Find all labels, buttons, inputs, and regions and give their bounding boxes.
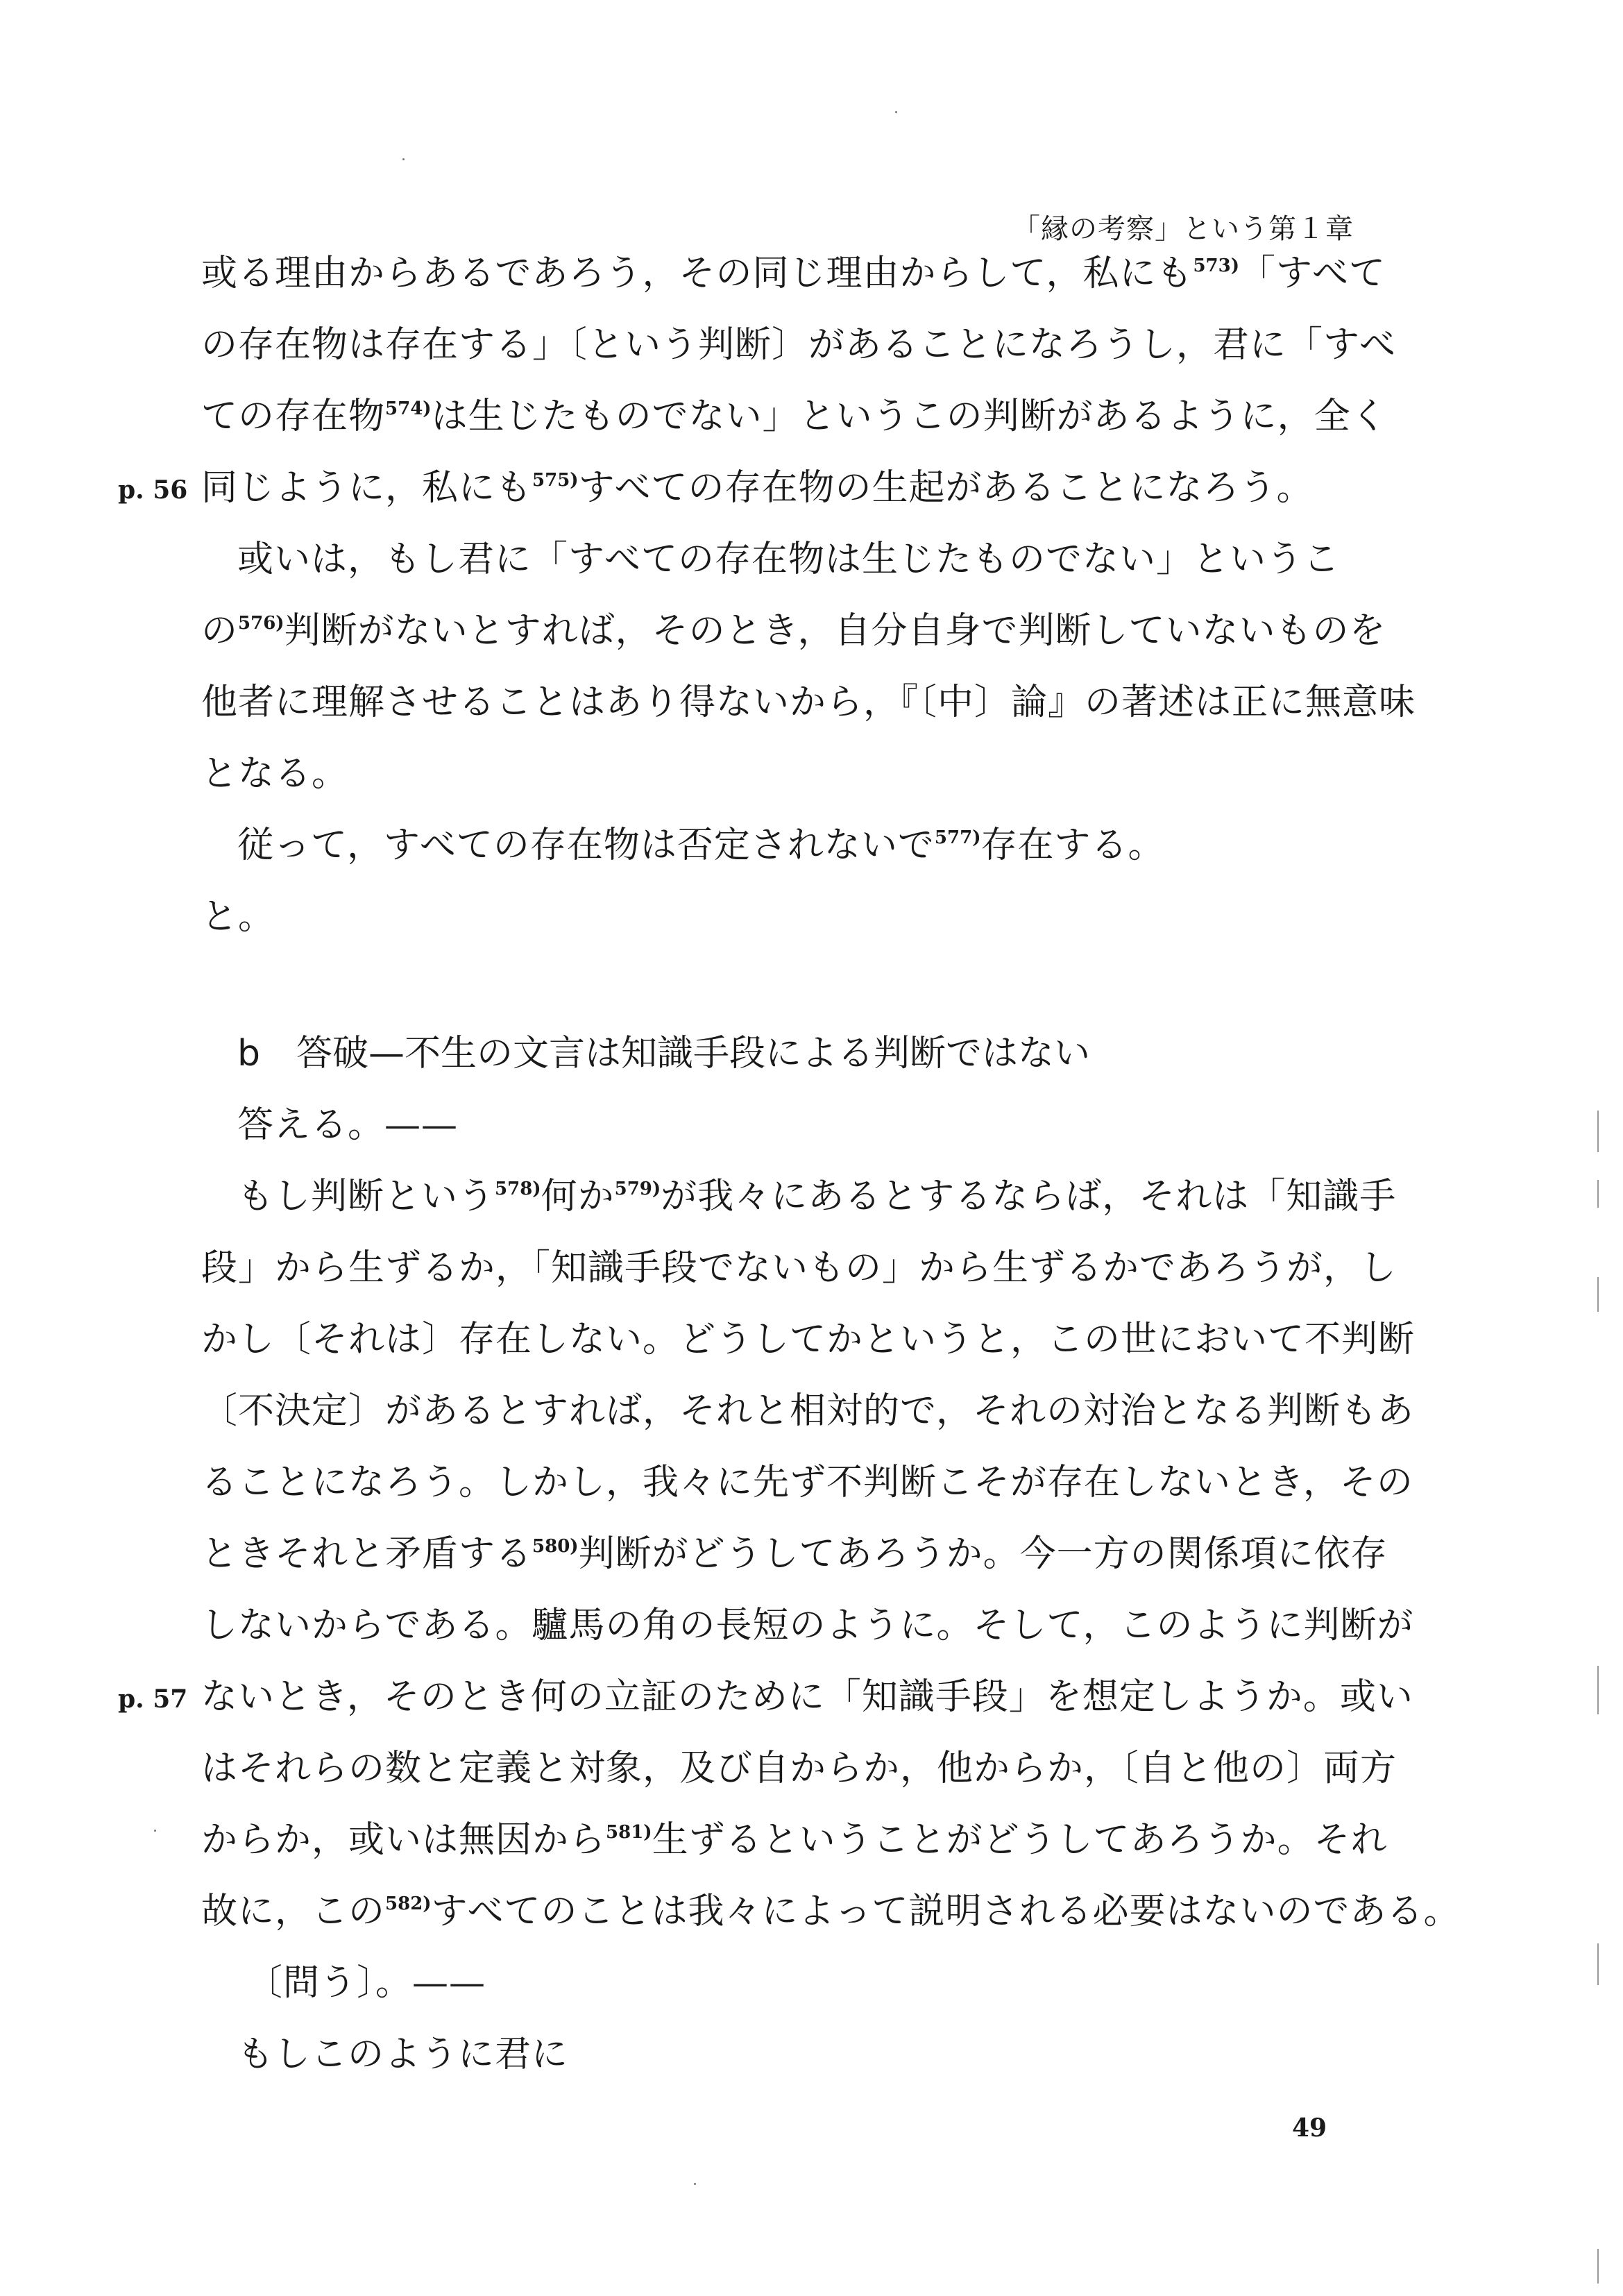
text-line: しないからである。驢馬の角の長短のように。そして，このように判断が [201,1605,1414,1646]
footnote-ref: 582) [385,1893,432,1914]
footnote-ref: 581) [606,1822,652,1843]
footnote-ref: 574) [385,398,432,419]
text-line: の$^{576)}$判断がないとすれば，そのとき，自分自身で判断していないものを [201,610,1386,652]
text-line: 段」から生ずるか，「知識手段でないもの」から生ずるかであろうが，し [201,1247,1397,1289]
scan-speck [895,111,897,113]
text-line: 或る理由からあるであろう，その同じ理由からして，私にも$^{573)}$「すべて [201,253,1386,294]
text-line: 同じように，私にも$^{575)}$すべての存在物の生起があることになろう。 [201,467,1314,509]
text-line: はそれらの数と定義と対象，及び自からか，他からか，〔自と他の〕両方 [201,1748,1397,1789]
text-line: ての存在物$^{574)}$は生じたものでない」というこの判断があるように，全く [201,396,1388,437]
scan-edge-mark [1597,1277,1599,1312]
text-line: の存在物は存在する」〔という判断〕があることになろうし，君に「すべ [201,324,1396,366]
text-line: 或いは，もし君に「すべての存在物は生じたものでない」というこ [237,539,1340,580]
text-line: 故に，この$^{582)}$すべてのことは我々によって説明される必要はないのである。 [201,1891,1461,1932]
scan-speck [694,2183,696,2185]
text-line: 従って，すべての存在物は否定されないで$^{577)}$存在する。 [237,825,1165,866]
text-line: 〔不決定〕があるとすれば，それと相対的で，それの対治となる判断もあ [201,1390,1414,1432]
scan-speck [402,158,405,160]
scan-speck [154,1830,156,1832]
text-line: と。 [201,896,275,938]
text-line: からか，或いは無因から$^{581)}$生ずるということがどうしてあろうか。それ [201,1819,1388,1861]
footnote-ref: 578) [495,1179,541,1199]
footnote-ref: 576) [238,613,284,634]
text-line: かし〔それは〕存在しない。どうしてかというと，この世において不判断 [201,1319,1416,1360]
text-line: ときそれと矛盾する$^{580)}$判断がどうしてあろうか。今一方の関係項に依存 [201,1533,1388,1575]
footnote-ref: 579) [614,1179,661,1199]
footnote-ref: 575) [532,470,579,491]
text-line: もし判断という$^{578)}$何か$^{579)}$が我々にあるとするならば，それは「知識手 [237,1176,1397,1217]
page-number: 49 [1292,2113,1327,2143]
running-head: 「縁の考察」という第１章 [1012,213,1354,245]
footnote-ref: 580) [532,1536,579,1557]
scan-edge-mark [1597,1180,1599,1208]
text-line: 他者に理解させることはあり得ないから，『〔中〕論』の著述は正に無意味 [201,682,1416,723]
margin-page-ref: p. 56 [118,475,188,505]
scan-edge-mark [1597,1111,1599,1152]
text-line: ることになろう。しかし，我々に先ず不判断こそが存在しないとき，その [201,1462,1413,1503]
text-line: 〔問う〕。—— [246,1962,486,2004]
scan-edge-mark [1597,2249,1599,2284]
footnote-ref: 577) [934,827,981,848]
text-line: 答える。—— [237,1104,459,1146]
scan-edge-mark [1597,1666,1599,1714]
margin-page-ref: p. 57 [118,1685,188,1714]
text-line: となる。 [201,753,349,795]
footnote-ref: 573) [1193,255,1240,276]
text-line: もしこのように君に [237,2034,569,2075]
section-heading: b 答破—不生の文言は知識手段による判断ではない [237,1033,1091,1074]
text-line: ないとき，そのとき何の立証のために「知識手段」を想定しようか。或い [201,1676,1413,1718]
scan-edge-mark [1597,1943,1599,1985]
